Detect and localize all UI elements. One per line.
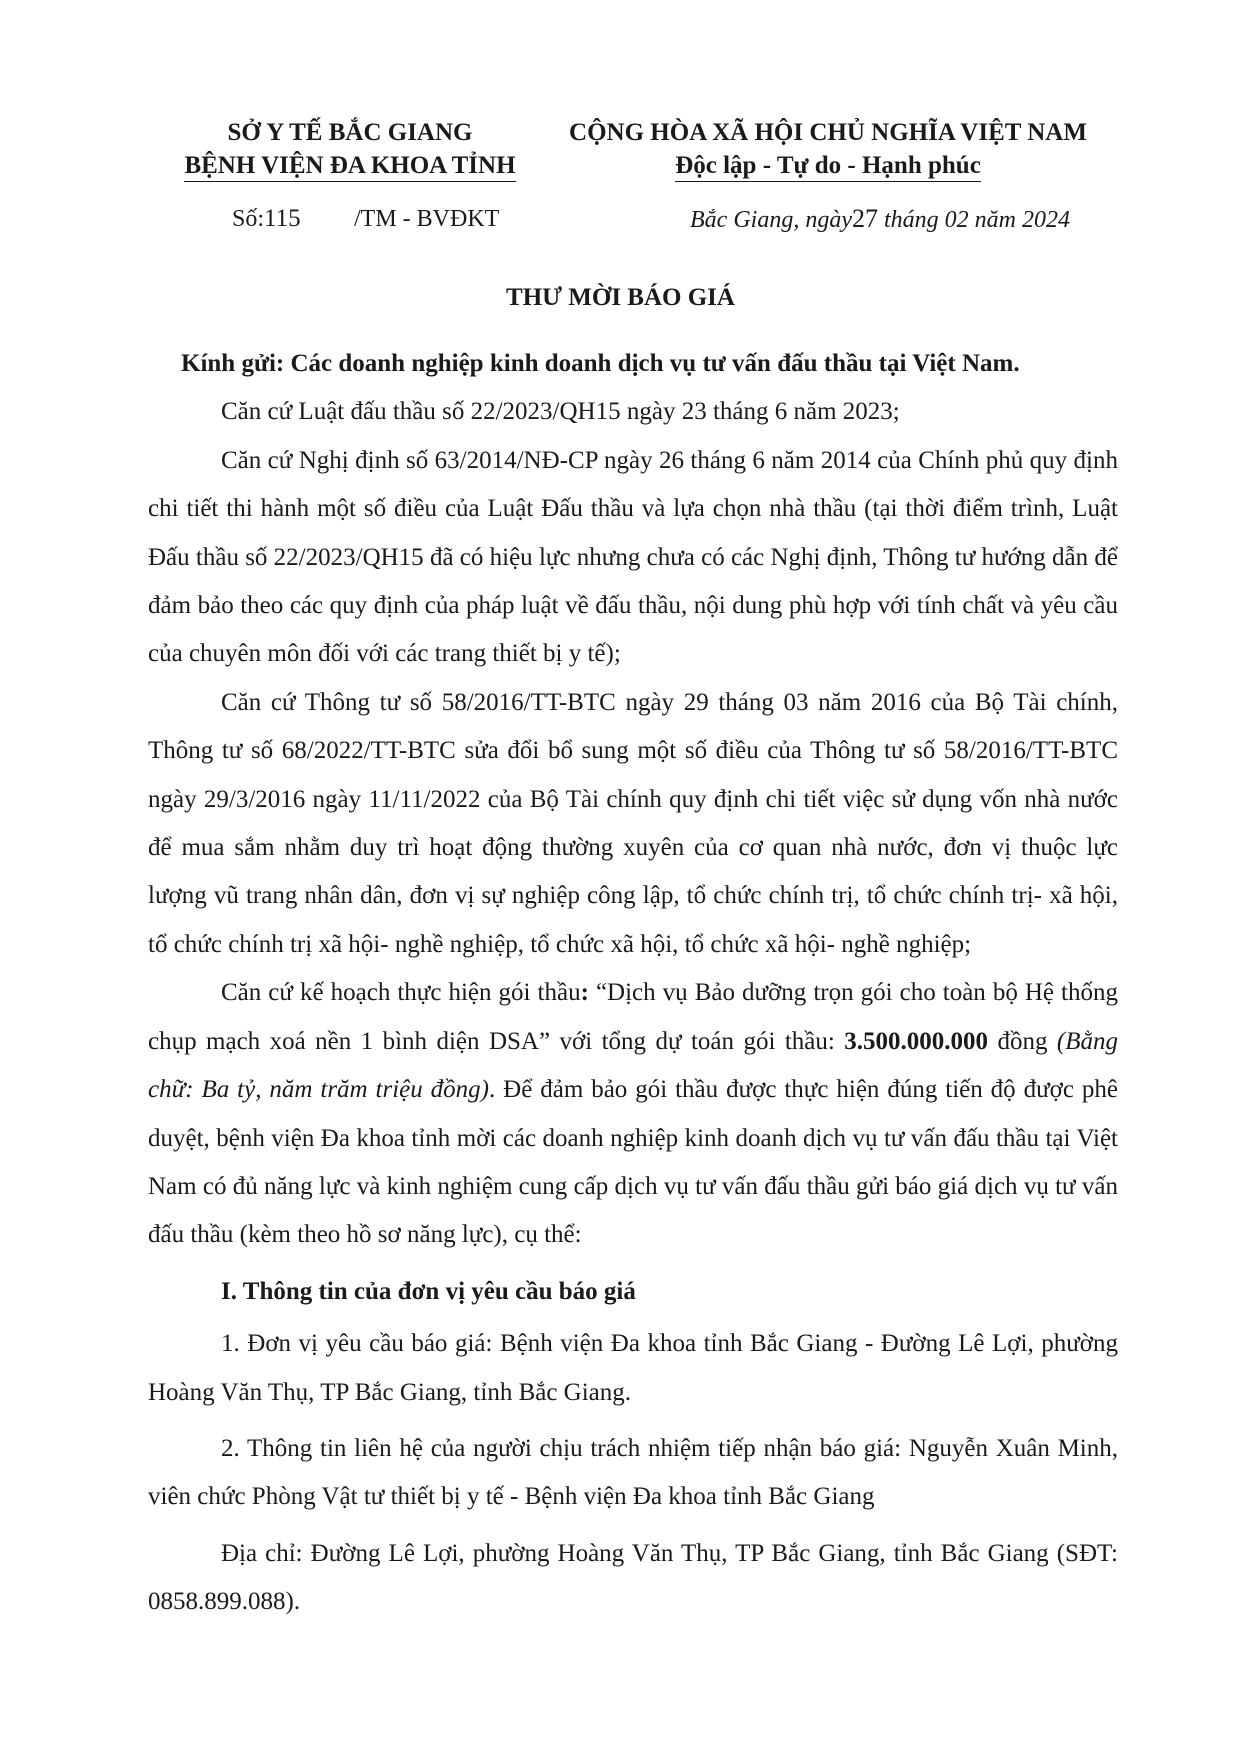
document-number <box>232 204 499 234</box>
doc-number-value: 115 <box>264 205 301 232</box>
document-body <box>148 340 1118 1627</box>
budget-amount: 3.500.000.000 <box>844 1027 989 1055</box>
date-rest: tháng 02 năm 2024 <box>877 207 1070 233</box>
nation-line-2: Độc lập - Tự do - Hạnh phúc <box>675 150 981 182</box>
section-1-item-2: 2. Thông tin liên hệ của người chịu trách nhiệm tiếp nhận báo giá: Nguyễn Xuân Minh, viên chức Phòng Vật tư thiết bị y tế - Bệnh viện Đa khoa tỉnh Bắc Giang <box>148 1434 1118 1511</box>
document-date <box>690 204 1070 235</box>
paragraph-1: Căn cứ Luật đấu thầu số 22/2023/QH15 ngày 23 tháng 6 năm 2023; <box>221 398 900 426</box>
org-line-2: BỆNH VIỆN ĐA KHOA TỈNH <box>184 150 515 182</box>
national-motto <box>548 116 1108 182</box>
paragraph-3: Căn cứ Thông tư số 58/2016/TT-BTC ngày 29 tháng 03 năm 2016 của Bộ Tài chính, Thông tư số 68/2022/TT-BTC sửa đổi bổ sung một số điều của Thông tư số 58/2016/TT-BTC ngày 29/3/2016 ngày 11/11/2022 của Bộ Tài chính quy định chi tiết việc sử dụng vốn nhà nước để mua sắm nhằm duy trì hoạt động thường xuyên của cơ quan nhà nước, đơn vị thuộc lực lượng vũ trang nhân dân, đơn vị sự nghiệp công lập, tổ chức chính trị, tổ chức chính trị- xã hội, tổ chức chính trị xã hội- nghề nghiệp, tổ chức xã hội, tổ chức xã hội- nghề nghiệp; <box>148 688 1118 958</box>
recipient-line: Kính gửi: Các doanh nghiệp kinh doanh dịch vụ tư vấn đấu thầu tại Việt Nam. <box>181 350 1020 377</box>
issuing-organization <box>170 116 530 182</box>
org-line-1: SỞ Y TẾ BẮC GIANG <box>227 119 473 146</box>
p4-part-b: “Dịch vụ Bảo dưỡng trọn gói cho toàn bộ Hệ thống chụp mạch xoá nền 1 bình diện DSA” với tổng dự toán gói thầu: <box>148 979 1119 1055</box>
nation-line-1: CỘNG HÒA XÃ HỘI CHỦ NGHĨA VIỆT NAM <box>569 119 1087 146</box>
date-day: 27 <box>851 204 878 233</box>
date-prefix: Bắc Giang, ngày <box>690 207 852 233</box>
p4-part-a: Căn cứ kế hoạch thực hiện gói thầu <box>221 979 581 1007</box>
budget-amount-words: (Bằng chữ: Ba tỷ, năm trăm triệu đồng) <box>148 1027 1118 1104</box>
doc-number-suffix: /TM - BVĐKT <box>354 206 500 232</box>
section-1-address: Địa chỉ: Đường Lê Lợi, phường Hoàng Văn Thụ, TP Bắc Giang, tỉnh Bắc Giang (SĐT: 0858.899.088). <box>148 1539 1118 1616</box>
section-1-heading: I. Thông tin của đơn vị yêu cầu báo giá <box>221 1277 636 1305</box>
document-title: THƯ MỜI BÁO GIÁ <box>506 284 735 311</box>
section-1-item-1: 1. Đơn vị yêu cầu báo giá: Bệnh viện Đa khoa tỉnh Bắc Giang - Đường Lê Lợi, phường Hoàng Văn Thụ, TP Bắc Giang, tỉnh Bắc Giang. <box>148 1330 1118 1406</box>
doc-number-prefix: Số: <box>232 206 265 232</box>
p4-colon: : <box>580 979 589 1007</box>
paragraph-4 <box>148 969 1118 1259</box>
p4-part-c: đồng <box>988 1027 1057 1055</box>
p4-part-d: . Để đảm bảo gói thầu được thực hiện đúng tiến độ được phê duyệt, bệnh viện Đa khoa tỉnh mời các doanh nghiệp kinh doanh dịch vụ tư vấn đấu thầu tại Việt Nam có đủ năng lực và kinh nghiệm cung cấp dịch vụ tư vấn đấu thầu gửi báo giá dịch vụ tư vấn đấu thầu (kèm theo hồ sơ năng lực), cụ thể: <box>148 1076 1118 1249</box>
paragraph-2: Căn cứ Nghị định số 63/2014/NĐ-CP ngày 26 tháng 6 năm 2014 của Chính phủ quy định chi tiết thi hành một số điều của Luật Đấu thầu và lựa chọn nhà thầu (tại thời điểm trình, Luật Đấu thầu số 22/2023/QH15 đã có hiệu lực nhưng chưa có các Nghị định, Thông tư hướng dẫn để đảm bảo theo các quy định của pháp luật về đấu thầu, nội dung phù hợp với tính chất và yêu cầu của chuyên môn đối với các trang thiết bị y tế); <box>148 446 1118 668</box>
